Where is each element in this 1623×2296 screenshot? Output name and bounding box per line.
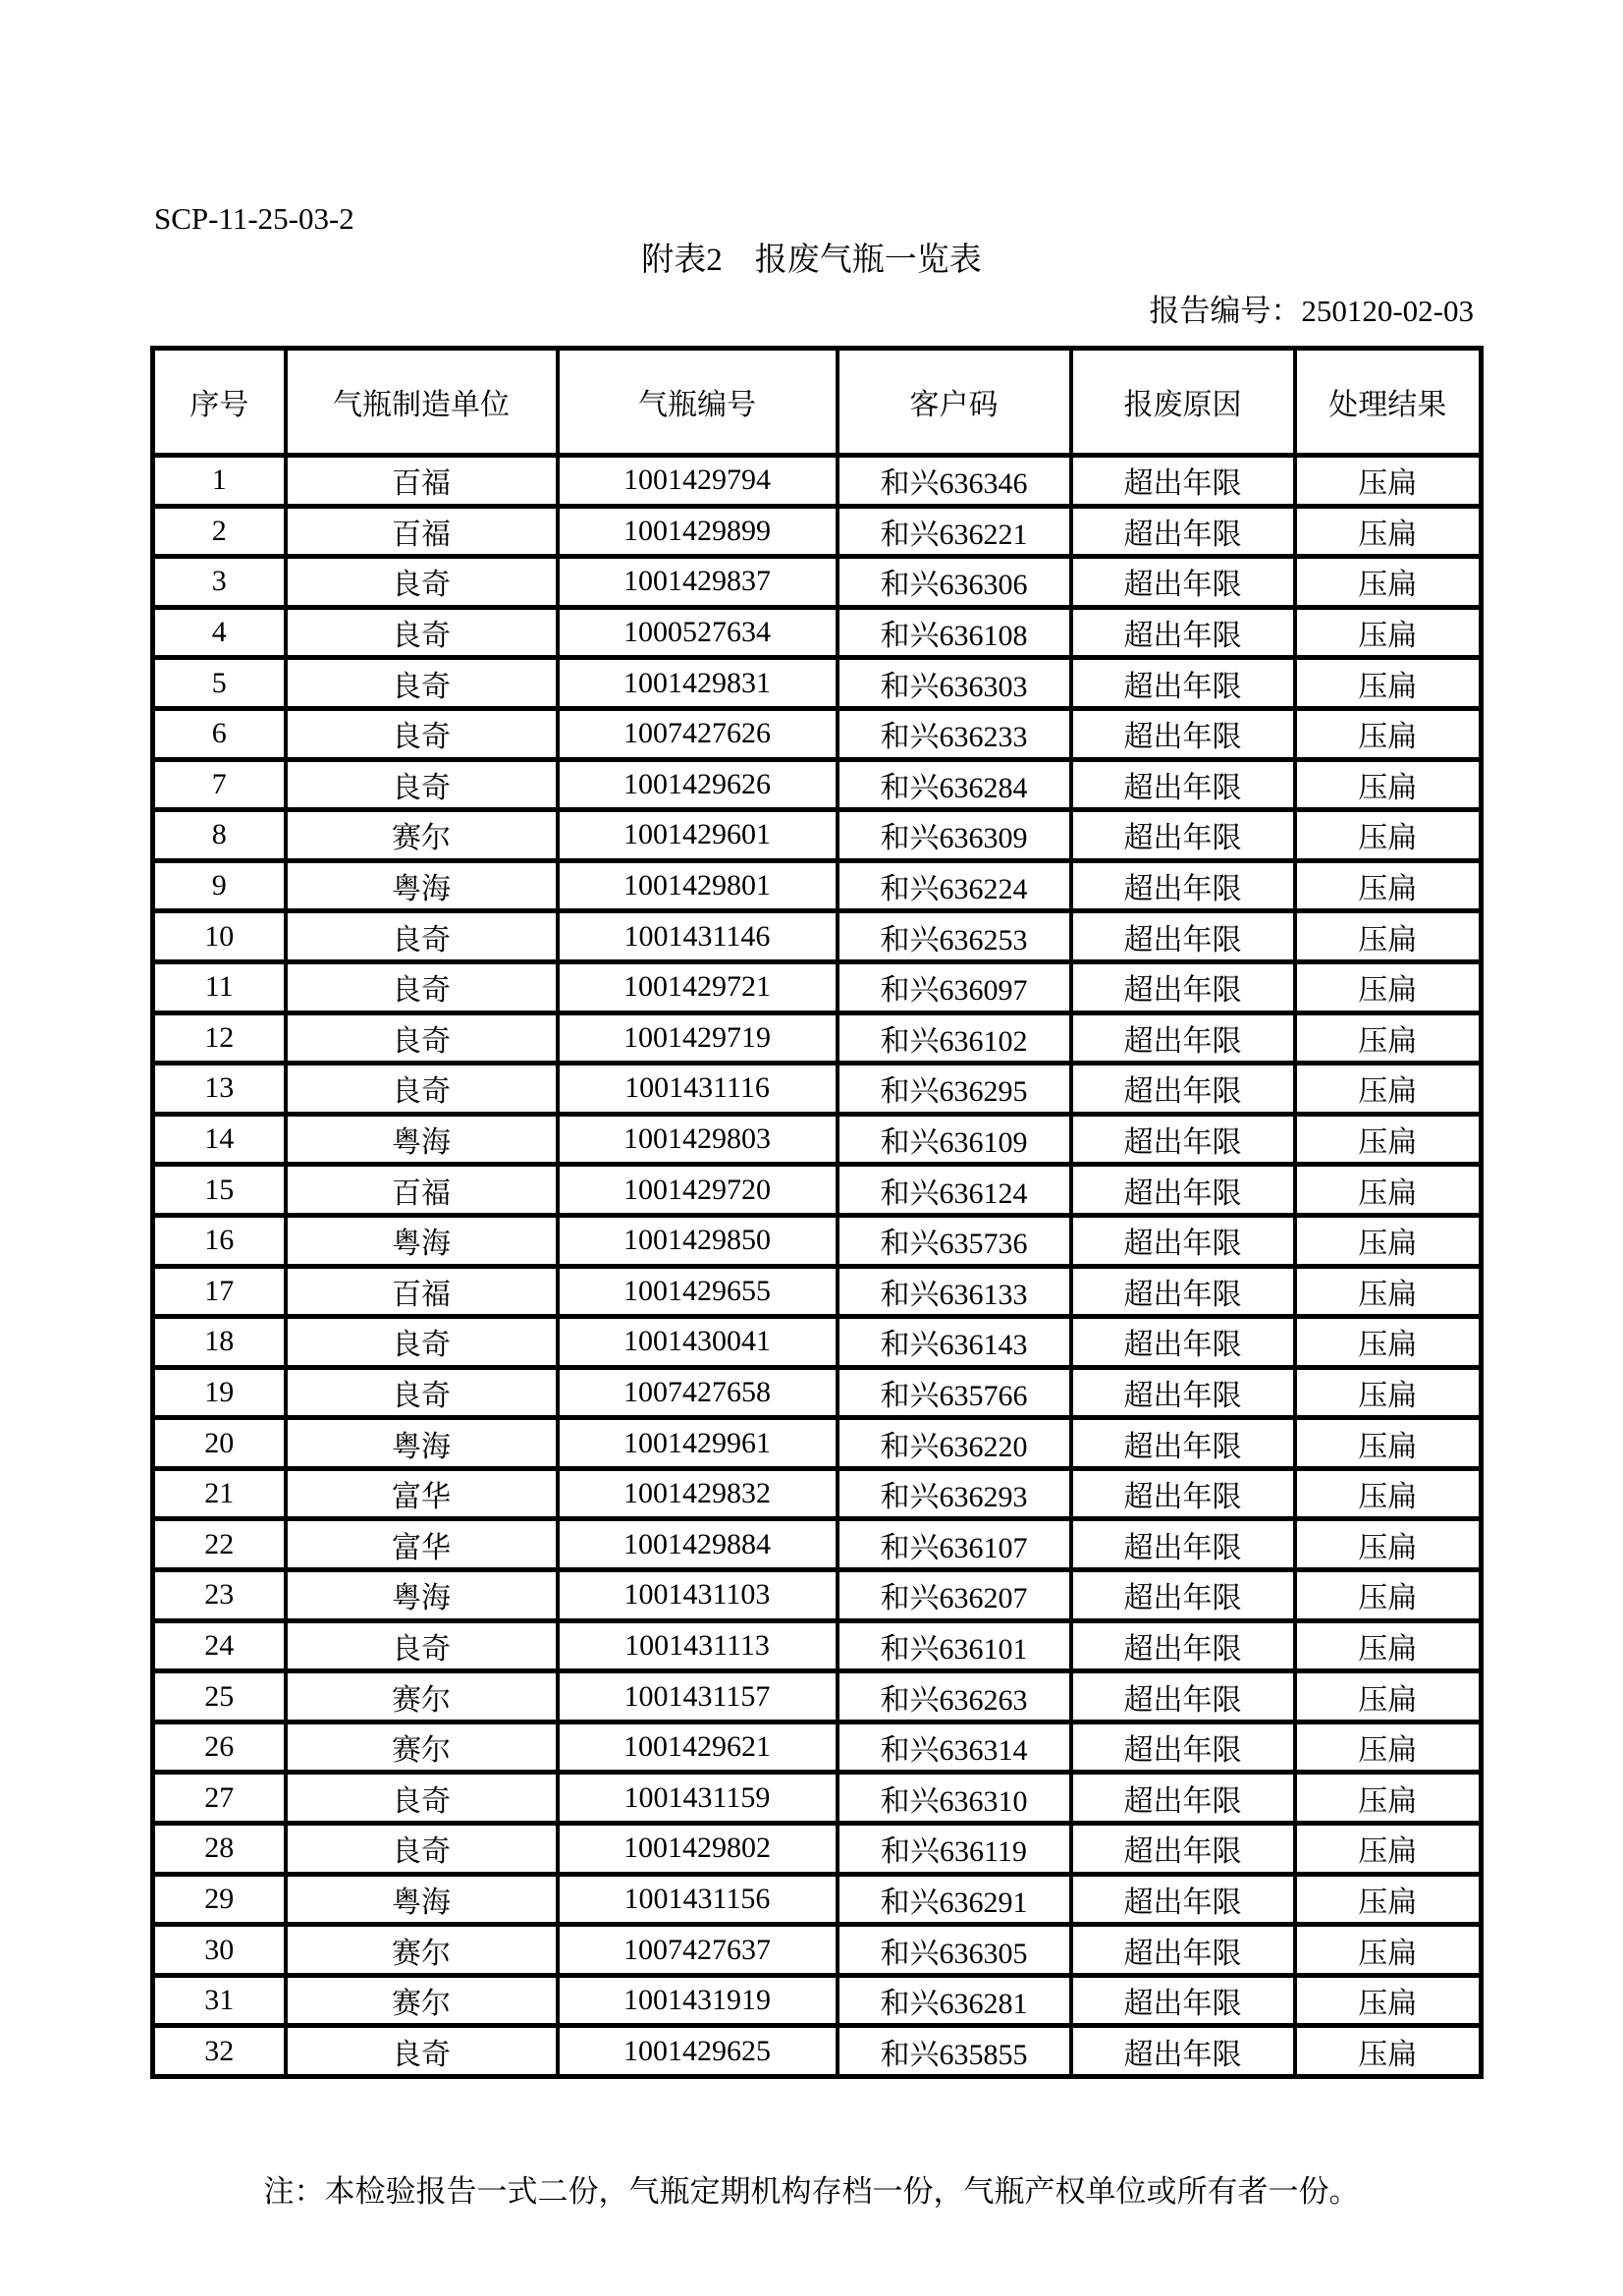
- cell-customer-code: 和兴636284: [838, 759, 1071, 810]
- cell-cylinder-no: 1001431156: [558, 1874, 838, 1925]
- cell-disposal-result: 压扁: [1295, 1620, 1482, 1671]
- cell-customer-code: 和兴636306: [838, 557, 1071, 608]
- cell-customer-code: 和兴636108: [838, 607, 1071, 658]
- cell-scrap-reason: 超出年限: [1071, 708, 1295, 759]
- cell-cylinder-no: 1001429803: [558, 1114, 838, 1165]
- table-row: [153, 1317, 1482, 1368]
- cell-cylinder-no: 1001429899: [558, 506, 838, 557]
- table-row: [153, 1824, 1482, 1875]
- cell-cylinder-no: 1001429720: [558, 1165, 838, 1216]
- cell-cylinder-no: 1001431113: [558, 1620, 838, 1671]
- table-row: [153, 658, 1482, 709]
- table-body: [153, 456, 1482, 2077]
- cell-disposal-result: 压扁: [1295, 860, 1482, 911]
- cell-scrap-reason: 超出年限: [1071, 1266, 1295, 1317]
- cell-customer-code: 和兴636253: [838, 911, 1071, 962]
- cell-manufacturer: 粤海: [286, 1215, 558, 1266]
- cell-customer-code: 和兴636303: [838, 658, 1071, 709]
- cell-disposal-result: 压扁: [1295, 1064, 1482, 1115]
- cell-index: 25: [153, 1671, 286, 1722]
- cell-index: 16: [153, 1215, 286, 1266]
- cell-cylinder-no: 1001429625: [558, 2026, 838, 2077]
- table-row: [153, 1722, 1482, 1773]
- table-row: [153, 1975, 1482, 2026]
- cell-scrap-reason: 超出年限: [1071, 2026, 1295, 2077]
- cell-customer-code: 和兴636314: [838, 1722, 1071, 1773]
- header-index: 序号: [153, 349, 286, 456]
- cell-manufacturer: 富华: [286, 1468, 558, 1519]
- report-number: 报告编号：250120-02-03: [1149, 294, 1474, 328]
- cell-customer-code: 和兴636207: [838, 1570, 1071, 1621]
- scrapped-cylinder-table: [150, 346, 1484, 2079]
- cell-scrap-reason: 超出年限: [1071, 1975, 1295, 2026]
- table-row: [153, 1064, 1482, 1115]
- cell-disposal-result: 压扁: [1295, 1519, 1482, 1570]
- cell-manufacturer: 良奇: [286, 961, 558, 1012]
- cell-index: 8: [153, 810, 286, 861]
- cell-customer-code: 和兴636133: [838, 1266, 1071, 1317]
- cell-disposal-result: 压扁: [1295, 1975, 1482, 2026]
- cell-customer-code: 和兴636109: [838, 1114, 1071, 1165]
- cell-scrap-reason: 超出年限: [1071, 911, 1295, 962]
- cell-cylinder-no: 1001431159: [558, 1773, 838, 1824]
- cell-index: 4: [153, 607, 286, 658]
- cell-cylinder-no: 1007427658: [558, 1367, 838, 1418]
- cell-manufacturer: 粤海: [286, 1570, 558, 1621]
- cell-index: 11: [153, 961, 286, 1012]
- cell-index: 26: [153, 1722, 286, 1773]
- cell-index: 20: [153, 1418, 286, 1469]
- cell-index: 14: [153, 1114, 286, 1165]
- table-row: [153, 810, 1482, 861]
- cell-cylinder-no: 1001431919: [558, 1975, 838, 2026]
- cell-manufacturer: 良奇: [286, 2026, 558, 2077]
- cell-customer-code: 和兴636263: [838, 1671, 1071, 1722]
- cell-manufacturer: 良奇: [286, 1824, 558, 1875]
- cell-scrap-reason: 超出年限: [1071, 860, 1295, 911]
- table-row: [153, 1671, 1482, 1722]
- cell-scrap-reason: 超出年限: [1071, 759, 1295, 810]
- cell-scrap-reason: 超出年限: [1071, 607, 1295, 658]
- cell-scrap-reason: 超出年限: [1071, 961, 1295, 1012]
- cell-index: 18: [153, 1317, 286, 1368]
- header-manufacturer: 气瓶制造单位: [286, 349, 558, 456]
- cell-manufacturer: 百福: [286, 1165, 558, 1216]
- table-row: [153, 1620, 1482, 1671]
- cell-customer-code: 和兴636310: [838, 1773, 1071, 1824]
- cell-scrap-reason: 超出年限: [1071, 1671, 1295, 1722]
- table-row: [153, 1468, 1482, 1519]
- cell-manufacturer: 良奇: [286, 759, 558, 810]
- cell-index: 30: [153, 1925, 286, 1976]
- cell-disposal-result: 压扁: [1295, 1773, 1482, 1824]
- cell-scrap-reason: 超出年限: [1071, 1165, 1295, 1216]
- cell-cylinder-no: 1007427637: [558, 1925, 838, 1976]
- cell-scrap-reason: 超出年限: [1071, 1012, 1295, 1064]
- cell-disposal-result: 压扁: [1295, 1824, 1482, 1875]
- cell-index: 2: [153, 506, 286, 557]
- cell-cylinder-no: 1001429721: [558, 961, 838, 1012]
- cell-manufacturer: 粤海: [286, 1114, 558, 1165]
- cell-customer-code: 和兴636224: [838, 860, 1071, 911]
- cell-customer-code: 和兴635855: [838, 2026, 1071, 2077]
- cell-index: 6: [153, 708, 286, 759]
- cell-customer-code: 和兴636281: [838, 1975, 1071, 2026]
- table-row: [153, 1012, 1482, 1064]
- cell-scrap-reason: 超出年限: [1071, 1722, 1295, 1773]
- cell-cylinder-no: 1001431157: [558, 1671, 838, 1722]
- header-scrap-reason: 报废原因: [1071, 349, 1295, 456]
- cell-scrap-reason: 超出年限: [1071, 1367, 1295, 1418]
- cell-disposal-result: 压扁: [1295, 1266, 1482, 1317]
- table-row: [153, 1874, 1482, 1925]
- cell-index: 10: [153, 911, 286, 962]
- cell-manufacturer: 良奇: [286, 1012, 558, 1064]
- cell-customer-code: 和兴635766: [838, 1367, 1071, 1418]
- cell-disposal-result: 压扁: [1295, 911, 1482, 962]
- cell-index: 13: [153, 1064, 286, 1115]
- cell-customer-code: 和兴636221: [838, 506, 1071, 557]
- cell-scrap-reason: 超出年限: [1071, 658, 1295, 709]
- cell-scrap-reason: 超出年限: [1071, 1620, 1295, 1671]
- table-row: [153, 506, 1482, 557]
- cell-manufacturer: 良奇: [286, 1064, 558, 1115]
- cell-index: 19: [153, 1367, 286, 1418]
- table-row: [153, 2026, 1482, 2077]
- cell-manufacturer: 良奇: [286, 708, 558, 759]
- cell-cylinder-no: 1001429961: [558, 1418, 838, 1469]
- cell-manufacturer: 赛尔: [286, 1671, 558, 1722]
- cell-manufacturer: 粤海: [286, 1418, 558, 1469]
- cell-cylinder-no: 1001431146: [558, 911, 838, 962]
- cell-disposal-result: 压扁: [1295, 506, 1482, 557]
- cell-scrap-reason: 超出年限: [1071, 557, 1295, 608]
- cell-index: 27: [153, 1773, 286, 1824]
- cell-disposal-result: 压扁: [1295, 1570, 1482, 1621]
- cell-scrap-reason: 超出年限: [1071, 1064, 1295, 1115]
- table-row: [153, 961, 1482, 1012]
- cell-index: 5: [153, 658, 286, 709]
- cell-scrap-reason: 超出年限: [1071, 1519, 1295, 1570]
- cell-customer-code: 和兴636295: [838, 1064, 1071, 1115]
- cell-customer-code: 和兴636097: [838, 961, 1071, 1012]
- cell-customer-code: 和兴636233: [838, 708, 1071, 759]
- cell-disposal-result: 压扁: [1295, 1215, 1482, 1266]
- cell-manufacturer: 赛尔: [286, 1722, 558, 1773]
- cell-disposal-result: 压扁: [1295, 1367, 1482, 1418]
- cell-cylinder-no: 1001429884: [558, 1519, 838, 1570]
- cell-index: 29: [153, 1874, 286, 1925]
- cell-manufacturer: 良奇: [286, 1317, 558, 1368]
- cell-manufacturer: 赛尔: [286, 810, 558, 861]
- table-row: [153, 1266, 1482, 1317]
- table-header-row: [153, 349, 1482, 456]
- cell-disposal-result: 压扁: [1295, 456, 1482, 507]
- cell-disposal-result: 压扁: [1295, 1874, 1482, 1925]
- table-row: [153, 911, 1482, 962]
- cell-cylinder-no: 1001429801: [558, 860, 838, 911]
- cell-disposal-result: 压扁: [1295, 1671, 1482, 1722]
- cell-manufacturer: 赛尔: [286, 1975, 558, 2026]
- cell-disposal-result: 压扁: [1295, 1114, 1482, 1165]
- cell-index: 24: [153, 1620, 286, 1671]
- cell-cylinder-no: 1001429802: [558, 1824, 838, 1875]
- cell-customer-code: 和兴636309: [838, 810, 1071, 861]
- cell-manufacturer: 良奇: [286, 1620, 558, 1671]
- cell-scrap-reason: 超出年限: [1071, 1215, 1295, 1266]
- cell-scrap-reason: 超出年限: [1071, 1773, 1295, 1824]
- table-row: [153, 1773, 1482, 1824]
- cell-disposal-result: 压扁: [1295, 1722, 1482, 1773]
- cell-index: 23: [153, 1570, 286, 1621]
- cell-cylinder-no: 1001429626: [558, 759, 838, 810]
- cell-customer-code: 和兴636124: [838, 1165, 1071, 1216]
- cell-disposal-result: 压扁: [1295, 1468, 1482, 1519]
- cell-scrap-reason: 超出年限: [1071, 1824, 1295, 1875]
- cell-index: 7: [153, 759, 286, 810]
- cell-index: 15: [153, 1165, 286, 1216]
- cell-customer-code: 和兴636102: [838, 1012, 1071, 1064]
- cell-disposal-result: 压扁: [1295, 557, 1482, 608]
- cell-manufacturer: 赛尔: [286, 1925, 558, 1976]
- cell-cylinder-no: 1001431116: [558, 1064, 838, 1115]
- table-row: [153, 1570, 1482, 1621]
- cell-scrap-reason: 超出年限: [1071, 1317, 1295, 1368]
- cell-customer-code: 和兴636293: [838, 1468, 1071, 1519]
- cell-index: 21: [153, 1468, 286, 1519]
- cell-cylinder-no: 1001431103: [558, 1570, 838, 1621]
- cell-customer-code: 和兴636101: [838, 1620, 1071, 1671]
- cell-scrap-reason: 超出年限: [1071, 1925, 1295, 1976]
- cell-cylinder-no: 1001429832: [558, 1468, 838, 1519]
- cell-disposal-result: 压扁: [1295, 1418, 1482, 1469]
- header-cylinder-no: 气瓶编号: [558, 349, 838, 456]
- cell-customer-code: 和兴636143: [838, 1317, 1071, 1368]
- cell-scrap-reason: 超出年限: [1071, 506, 1295, 557]
- cell-scrap-reason: 超出年限: [1071, 1418, 1295, 1469]
- cell-index: 12: [153, 1012, 286, 1064]
- table-row: [153, 607, 1482, 658]
- cell-customer-code: 和兴636346: [838, 456, 1071, 507]
- cell-customer-code: 和兴636305: [838, 1925, 1071, 1976]
- table-row: [153, 456, 1482, 507]
- cell-cylinder-no: 1001430041: [558, 1317, 838, 1368]
- cell-manufacturer: 百福: [286, 506, 558, 557]
- cell-disposal-result: 压扁: [1295, 1165, 1482, 1216]
- table-row: [153, 1418, 1482, 1469]
- table-row: [153, 1215, 1482, 1266]
- footer-note: 注：本检验报告一式二份，气瓶定期机构存档一份，气瓶产权单位或所有者一份。: [263, 2174, 1360, 2209]
- cell-manufacturer: 粤海: [286, 860, 558, 911]
- cell-cylinder-no: 1007427626: [558, 708, 838, 759]
- cell-scrap-reason: 超出年限: [1071, 1468, 1295, 1519]
- cell-cylinder-no: 1001429850: [558, 1215, 838, 1266]
- cell-cylinder-no: 1001429719: [558, 1012, 838, 1064]
- cell-disposal-result: 压扁: [1295, 1012, 1482, 1064]
- cell-manufacturer: 百福: [286, 1266, 558, 1317]
- cell-index: 3: [153, 557, 286, 608]
- cell-manufacturer: 良奇: [286, 607, 558, 658]
- cell-manufacturer: 良奇: [286, 658, 558, 709]
- table-row: [153, 1925, 1482, 1976]
- cell-customer-code: 和兴636107: [838, 1519, 1071, 1570]
- cell-index: 28: [153, 1824, 286, 1875]
- cell-manufacturer: 良奇: [286, 1773, 558, 1824]
- table-row: [153, 860, 1482, 911]
- cell-customer-code: 和兴636291: [838, 1874, 1071, 1925]
- cell-disposal-result: 压扁: [1295, 658, 1482, 709]
- table-row: [153, 1114, 1482, 1165]
- cell-manufacturer: 百福: [286, 456, 558, 507]
- cell-scrap-reason: 超出年限: [1071, 810, 1295, 861]
- table-row: [153, 1367, 1482, 1418]
- cell-customer-code: 和兴635736: [838, 1215, 1071, 1266]
- cell-index: 1: [153, 456, 286, 507]
- header-disposal-result: 处理结果: [1295, 349, 1482, 456]
- table-row: [153, 557, 1482, 608]
- cell-cylinder-no: 1001429655: [558, 1266, 838, 1317]
- cell-manufacturer: 良奇: [286, 1367, 558, 1418]
- page-title: 附表2 报废气瓶一览表: [641, 243, 982, 278]
- cell-scrap-reason: 超出年限: [1071, 456, 1295, 507]
- cell-manufacturer: 良奇: [286, 911, 558, 962]
- cell-cylinder-no: 1001429794: [558, 456, 838, 507]
- cell-customer-code: 和兴636119: [838, 1824, 1071, 1875]
- cell-index: 17: [153, 1266, 286, 1317]
- cell-index: 22: [153, 1519, 286, 1570]
- cell-disposal-result: 压扁: [1295, 1317, 1482, 1368]
- table-row: [153, 1165, 1482, 1216]
- table-row: [153, 759, 1482, 810]
- cell-manufacturer: 粤海: [286, 1874, 558, 1925]
- cell-disposal-result: 压扁: [1295, 708, 1482, 759]
- cell-index: 31: [153, 1975, 286, 2026]
- cell-disposal-result: 压扁: [1295, 759, 1482, 810]
- cell-disposal-result: 压扁: [1295, 961, 1482, 1012]
- cell-cylinder-no: 1000527634: [558, 607, 838, 658]
- cell-index: 9: [153, 860, 286, 911]
- cell-scrap-reason: 超出年限: [1071, 1570, 1295, 1621]
- cell-disposal-result: 压扁: [1295, 607, 1482, 658]
- cell-cylinder-no: 1001429837: [558, 557, 838, 608]
- table-row: [153, 1519, 1482, 1570]
- table-row: [153, 708, 1482, 759]
- cell-scrap-reason: 超出年限: [1071, 1114, 1295, 1165]
- cell-scrap-reason: 超出年限: [1071, 1874, 1295, 1925]
- cell-cylinder-no: 1001429831: [558, 658, 838, 709]
- cell-cylinder-no: 1001429601: [558, 810, 838, 861]
- header-customer-code: 客户码: [838, 349, 1071, 456]
- cell-index: 32: [153, 2026, 286, 2077]
- cell-cylinder-no: 1001429621: [558, 1722, 838, 1773]
- cell-manufacturer: 富华: [286, 1519, 558, 1570]
- cell-disposal-result: 压扁: [1295, 2026, 1482, 2077]
- cell-disposal-result: 压扁: [1295, 810, 1482, 861]
- doc-code: SCP-11-25-03-2: [154, 201, 354, 236]
- cell-customer-code: 和兴636220: [838, 1418, 1071, 1469]
- cell-disposal-result: 压扁: [1295, 1925, 1482, 1976]
- cell-manufacturer: 良奇: [286, 557, 558, 608]
